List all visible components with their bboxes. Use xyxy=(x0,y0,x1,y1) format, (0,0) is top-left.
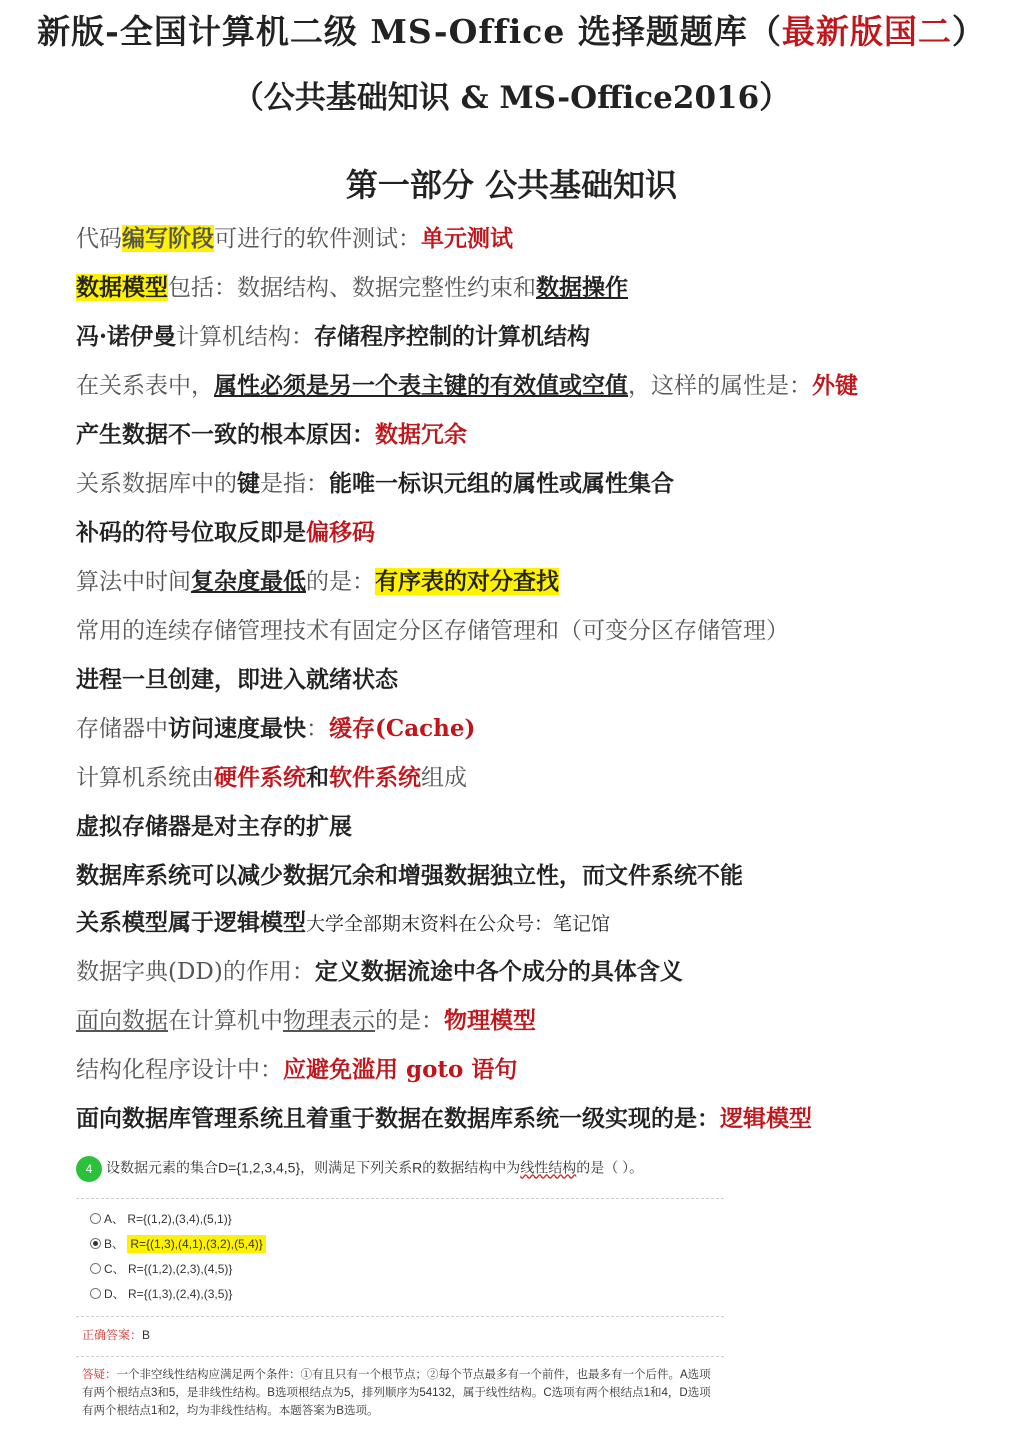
fact-line-3: 冯·诺伊曼计算机结构：存储程序控制的计算机结构 xyxy=(76,323,591,350)
fact-line-16: 数据字典(DD)的作用：定义数据流途中各个成分的具体含义 xyxy=(76,958,683,985)
document-title: 新版-全国计算机二级 MS-Office 选择题题库（最新版国二） xyxy=(37,12,986,51)
option-c[interactable]: C、 R={(1,2),(2,3),(4,5)} xyxy=(90,1260,232,1277)
fact-line-11: 存储器中访问速度最快：缓存(Cache) xyxy=(76,715,476,742)
fact-line-15: 关系模型属于逻辑模型大学全部期末资料在公众号：笔记馆 xyxy=(76,909,611,936)
fact-line-8: 算法中时间复杂度最低的是：有序表的对分查找 xyxy=(76,568,559,595)
question-header: 4 设数据元素的集合D={1,2,3,4,5}，则满足下列关系R的数据结构中为线性结构的是（ ）。 xyxy=(76,1156,643,1182)
fact-line-1: 代码编写阶段可进行的软件测试：单元测试 xyxy=(76,225,513,252)
fact-line-2: 数据模型包括：数据结构、数据完整性约束和数据操作 xyxy=(76,274,628,301)
radio-icon[interactable] xyxy=(90,1263,101,1274)
question-number-badge: 4 xyxy=(76,1156,102,1182)
fact-line-18: 结构化程序设计中：应避免滥用 goto 语句 xyxy=(76,1056,518,1083)
correct-answer: 正确答案：B xyxy=(82,1328,151,1342)
section-title: 第一部分 公共基础知识 xyxy=(345,166,678,204)
divider xyxy=(76,1356,724,1357)
option-a[interactable]: A、 R={(1,2),(3,4),(5,1)} xyxy=(90,1210,232,1227)
radio-icon[interactable] xyxy=(90,1288,101,1299)
fact-line-7: 补码的符号位取反即是偏移码 xyxy=(76,519,375,546)
radio-selected-icon[interactable] xyxy=(90,1238,101,1249)
question-card xyxy=(76,1150,726,1430)
option-d[interactable]: D、 R={(1,3),(2,4),(3,5)} xyxy=(90,1285,232,1302)
fact-line-12: 计算机系统由硬件系统和软件系统组成 xyxy=(76,764,467,791)
promo-note: 大学全部期末资料在公众号：笔记馆 xyxy=(306,913,611,935)
fact-line-17: 面向数据在计算机中物理表示的是：物理模型 xyxy=(76,1007,536,1034)
fact-line-19: 面向数据库管理系统且着重于数据在数据库系统一级实现的是：逻辑模型 xyxy=(76,1105,812,1132)
divider xyxy=(76,1316,724,1317)
radio-icon[interactable] xyxy=(90,1213,101,1224)
fact-line-13: 虚拟存储器是对主存的扩展 xyxy=(76,813,352,840)
fact-line-10: 进程一旦创建，即进入就绪状态 xyxy=(76,666,398,693)
fact-line-6: 关系数据库中的键是指：能唯一标识元组的属性或属性集合 xyxy=(76,470,674,497)
answer-explanation: 答疑：一个非空线性结构应满足两个条件：①有且只有一个根节点；②每个节点最多有一个前件，也最多有一个后件。A选项有两个根结点3和5，是非线性结构。B选项根结点为5，排列顺序为54132，属于线性结构。C选项有两个根结点1和4，D选项有两个根结点1和2，均为非线性结构。本题答案为B选项。 xyxy=(82,1369,711,1417)
fact-line-14: 数据库系统可以减少数据冗余和增强数据独立性，而文件系统不能 xyxy=(76,862,743,889)
fact-line-5: 产生数据不一致的根本原因：数据冗余 xyxy=(76,421,467,448)
divider xyxy=(76,1198,724,1199)
fact-line-4: 在关系表中，属性必须是另一个表主键的有效值或空值，这样的属性是：外键 xyxy=(76,372,858,399)
document-subtitle: （公共基础知识 & MS-Office2016） xyxy=(232,80,791,116)
option-b[interactable]: B、 R={(1,3),(4,1),(3,2),(5,4)} xyxy=(90,1235,266,1252)
fact-line-9: 常用的连续存储管理技术有固定分区存储管理和（可变分区存储管理） xyxy=(76,618,789,644)
